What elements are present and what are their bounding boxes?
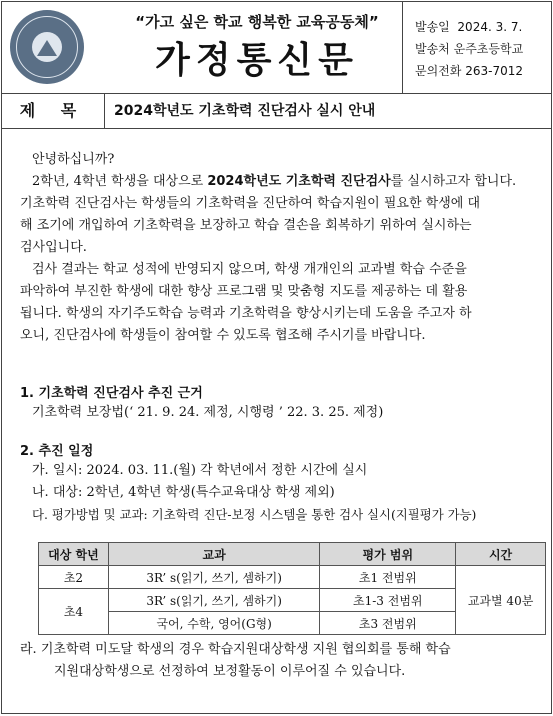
table-cell-grade: 초2	[39, 566, 109, 589]
section-1-text: 기초학력 보장법(‘ 21. 9. 24. 제정, 시행령 ’ 22. 3. 25. 제정)	[32, 405, 384, 420]
table-header: 시간	[456, 543, 546, 566]
paragraph-1-line-1: 2학년, 4학년 학생을 대상으로 2024학년도 기초학력 진단검사를 실시하고자 합니다.	[32, 174, 517, 189]
schedule-method: 다. 평가방법 및 교과: 기초학력 진단-보정 시스템을 통한 검사 실시(지필평가 가능)	[32, 507, 477, 522]
send-info	[402, 2, 551, 93]
table-header: 평가 범위	[320, 543, 456, 566]
table-cell-subject: 3R’ s(읽기, 쓰기, 셈하기)	[108, 589, 320, 612]
paragraph-1-line-4: 검사입니다.	[20, 240, 87, 255]
table-cell-range: 초1 전범위	[320, 566, 456, 589]
section-2-heading: 2. 추진 일정	[20, 444, 94, 459]
subject-row	[2, 94, 551, 129]
paragraph-2-line-1: 검사 결과는 학교 성적에 반영되지 않으며, 학생 개개인의 교과별 학습 수준을	[32, 262, 467, 277]
schedule-target: 나. 대상: 2학년, 4학년 학생(특수교육대상 학생 제외)	[32, 485, 335, 500]
page-title: 가정통신문	[155, 40, 359, 81]
schedule-date: 가. 일시: 2024. 03. 11.(월) 각 학년에서 정한 시간에 실시	[32, 463, 368, 478]
table-cell-subject: 국어, 수학, 영어(G형)	[108, 612, 320, 635]
school-logo-icon	[10, 10, 84, 84]
support-note-line-1: 라. 기초학력 미도달 학생의 경우 학습지원대상학생 지원 협의회를 통해 학습	[20, 642, 451, 657]
schedule-table	[38, 542, 546, 635]
table-cell-grade: 초4	[39, 589, 109, 635]
subject-value: 2024학년도 기초학력 진단검사 실시 안내	[114, 103, 376, 119]
paragraph-1-line-2: 기초학력 진단검사는 학생들의 기초학력을 진단하여 학습지원이 필요한 학생에 대	[20, 196, 481, 211]
paragraph-2-line-2: 파악하여 부진한 학생에 대한 향상 프로그램 및 맞춤형 지도를 제공하는 데 활용	[20, 284, 468, 299]
paragraph-2-line-4: 오니, 진단검사에 학생들이 참여할 수 있도록 협조해 주시기를 바랍니다.	[20, 328, 426, 343]
contact-phone: 문의전화 263-7012	[415, 64, 523, 78]
support-note-line-2: 지원대상학생으로 선정하여 보정활동이 이루어질 수 있습니다.	[54, 664, 406, 679]
paragraph-1-line-3: 해 조기에 개입하여 기초학력을 보장하고 학습 결손을 회복하기 위하여 실시하는	[20, 218, 472, 233]
greeting: 안녕하십니까?	[32, 152, 115, 167]
table-row	[39, 566, 546, 589]
newsletter-page	[1, 1, 552, 714]
table-header: 대상 학년	[39, 543, 109, 566]
table-cell-range: 초1-3 전범위	[320, 589, 456, 612]
slogan: “가고 싶은 학교 행복한 교육공동체”	[135, 13, 379, 31]
table-header-row	[39, 543, 546, 566]
paragraph-2-line-3: 됩니다. 학생의 자기주도학습 능력과 기초학력을 향상시키는데 도움을 주고자 하	[20, 306, 472, 321]
sender: 발송처 운주초등학교	[415, 42, 524, 56]
table-cell-subject: 3R’ s(읽기, 쓰기, 셈하기)	[108, 566, 320, 589]
section-1-heading: 1. 기초학력 진단검사 추진 근거	[20, 386, 203, 401]
subject-label: 제 목	[2, 94, 105, 128]
send-date: 발송일 2024. 3. 7.	[415, 20, 523, 34]
table-cell-range: 초3 전범위	[320, 612, 456, 635]
table-header: 교과	[108, 543, 320, 566]
table-cell-time: 교과별 40분	[456, 566, 546, 635]
header	[2, 2, 551, 94]
